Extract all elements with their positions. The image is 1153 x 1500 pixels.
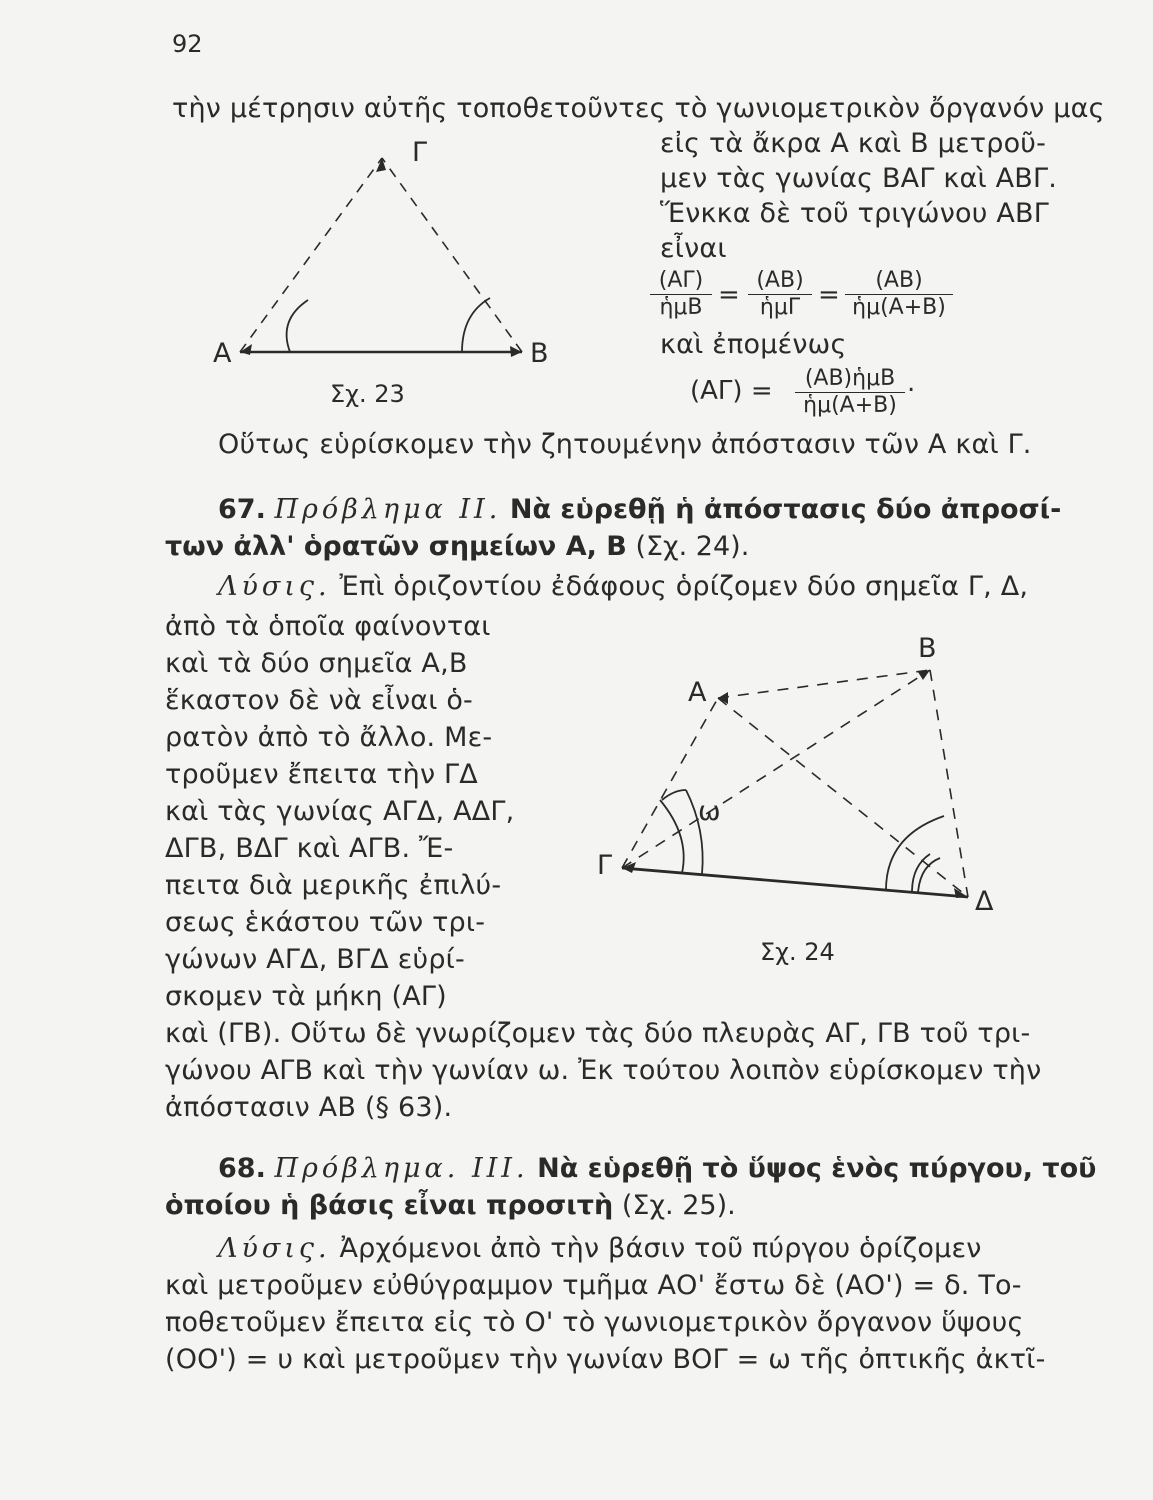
problem-title: Πρόβλημα. ΙΙΙ. [274, 1153, 529, 1184]
section-number: 68. [218, 1153, 266, 1184]
formula-lhs: (ΑΓ) = [690, 376, 773, 406]
vertex-label-d: Δ [975, 886, 994, 917]
problem-statement: ὁποίου ἡ βάσις εἶναι προσιτὴ [165, 1190, 614, 1221]
section-67-heading [218, 494, 1061, 525]
text-line: καὶ τὰς γωνίας ΑΓΔ, ΑΔΓ, [165, 796, 515, 827]
text-line: πειτα διὰ μερικῆς ἐπιλύ- [165, 870, 502, 901]
text-line: εἰς τὰ ἄκρα Α καὶ Β μετροῦ- [660, 128, 1047, 159]
equals-sign: = [718, 280, 740, 310]
vertex-label-b: Β [530, 338, 549, 369]
text-line [218, 570, 1028, 604]
text-line: καὶ τὰ δύο σημεῖα Α,Β [165, 648, 468, 679]
text-line: Ἕνκκα δὲ τοῦ τριγώνου ΑΒΓ [660, 198, 1049, 229]
text-line: ἕκαστον δὲ νὰ εἶναι ὁ- [165, 685, 474, 716]
fraction-numerator: (ΑΒ) [845, 268, 953, 295]
fraction-denominator: ἡμΓ [759, 295, 801, 320]
text-line: γώνων ΑΓΔ, ΒΓΔ εὑρί- [165, 944, 465, 975]
fraction-denominator: ἡμ(Α+Β) [852, 295, 946, 320]
vertex-label-b: Β [918, 633, 937, 664]
section-number: 67. [218, 494, 266, 525]
vertex-label-a: Α [213, 338, 232, 369]
text-line: (ΟΟ') = υ καὶ μετροῦμεν τὴν γωνίαν ΒΟΓ = ω τῆς ὀπτικῆς ἀκτῖ- [165, 1344, 1046, 1375]
problem-title: Πρόβλημα ΙΙ. [274, 494, 502, 525]
text-line: ἀπόστασιν ΑΒ (§ 63). [165, 1092, 453, 1123]
text-line: ποθετοῦμεν ἔπειτα εἰς τὸ Ο' τὸ γωνιομετρικὸν ὄργανον ὕψους [165, 1307, 1024, 1338]
triangle-diagram [200, 130, 560, 410]
text-line: τὴν μέτρησιν αὐτῆς τοποθετοῦντες τὸ γωνιομετρικὸν ὄργανόν μας [172, 93, 1105, 124]
text-line: καὶ ἐπομένως [660, 329, 847, 360]
text-line: εἶναι [660, 233, 727, 264]
vertex-label-g: Γ [412, 137, 428, 168]
figure-reference: (Σχ. 24). [635, 531, 750, 562]
lysis-label: Λύσις. [218, 1233, 331, 1264]
text-line: καὶ (ΓΒ). Οὕτω δὲ γνωρίζομεν τὰς δύο πλευρὰς ΑΓ, ΓΒ τοῦ τρι- [165, 1018, 1031, 1049]
figure-caption: Σχ. 24 [760, 938, 835, 966]
vertex-label-a: Α [688, 677, 707, 708]
vertex-label-g: Γ [597, 850, 613, 881]
angle-label-omega: ω [698, 796, 721, 827]
text-line: σεως ἑκάστου τῶν τρι- [165, 907, 486, 938]
fraction-denominator: ἡμΒ [659, 295, 703, 320]
fraction-numerator: (ΑΒ)ἡμΒ [795, 366, 905, 393]
text-line: σκομεν τὰ μήκη (ΑΓ) [165, 981, 447, 1012]
problem-statement: των ἀλλ' ὁρατῶν σημείων Α, Β [165, 531, 627, 562]
section-68-heading-cont [165, 1190, 736, 1221]
figure-reference: (Σχ. 25). [621, 1190, 736, 1221]
text-line: καὶ μετροῦμεν εὐθύγραμμον τμῆμα ΑΟ' ἔστω δὲ (ΑΟ') = δ. Το- [165, 1270, 1022, 1301]
text-line: ρατὸν ἀπὸ τὸ ἄλλο. Με- [165, 722, 493, 753]
figure-caption: Σχ. 23 [330, 380, 405, 408]
fraction-denominator: ἡμ(Α+Β) [803, 393, 897, 418]
section-67-heading-cont [165, 531, 749, 562]
text-line: γώνου ΑΓΒ καὶ τὴν γωνίαν ω. Ἐκ τούτου λοιπὸν εὑρίσκομεν τὴν [165, 1055, 1042, 1086]
text-span: Ἀρχόμενοι ἀπὸ τὴν βάσιν τοῦ πύργου ὁρίζομεν [339, 1233, 982, 1264]
text-line: ΔΓΒ, ΒΔΓ καὶ ΑΓΒ. Ἔ- [165, 833, 454, 864]
text-span: Ἐπὶ ὁριζοντίου ἐδάφους ὁρίζομεν δύο σημεῖα Γ, Δ, [339, 571, 1029, 602]
text-line: μεν τὰς γωνίας ΒΑΓ καὶ ΑΒΓ. [660, 163, 1058, 194]
problem-statement: Νὰ εὑρεθῇ τὸ ὕψος ἑνὸς πύργου, τοῦ [537, 1153, 1097, 1184]
text-line: ἀπὸ τὰ ὁποῖα φαίνονται [165, 611, 491, 642]
problem-statement: Νὰ εὑρεθῇ ἡ ἀπόστασις δύο ἀπροσί- [509, 494, 1062, 525]
quadrilateral-diagram [590, 640, 990, 940]
equals-sign: = [818, 280, 840, 310]
fraction-numerator: (ΑΓ) [650, 268, 712, 295]
text-line: τροῦμεν ἔπειτα τὴν ΓΔ [165, 759, 478, 790]
text-line: Οὕτως εὑρίσκομεν τὴν ζητουμένην ἀπόστασιν τῶν Α καὶ Γ. [218, 429, 1032, 460]
lysis-label: Λύσις. [218, 571, 331, 602]
page-number: 92 [172, 30, 203, 58]
formula-period: . [907, 368, 916, 398]
text-line [218, 1232, 982, 1266]
fraction-numerator: (ΑΒ) [748, 268, 812, 295]
section-68-heading [218, 1153, 1096, 1184]
